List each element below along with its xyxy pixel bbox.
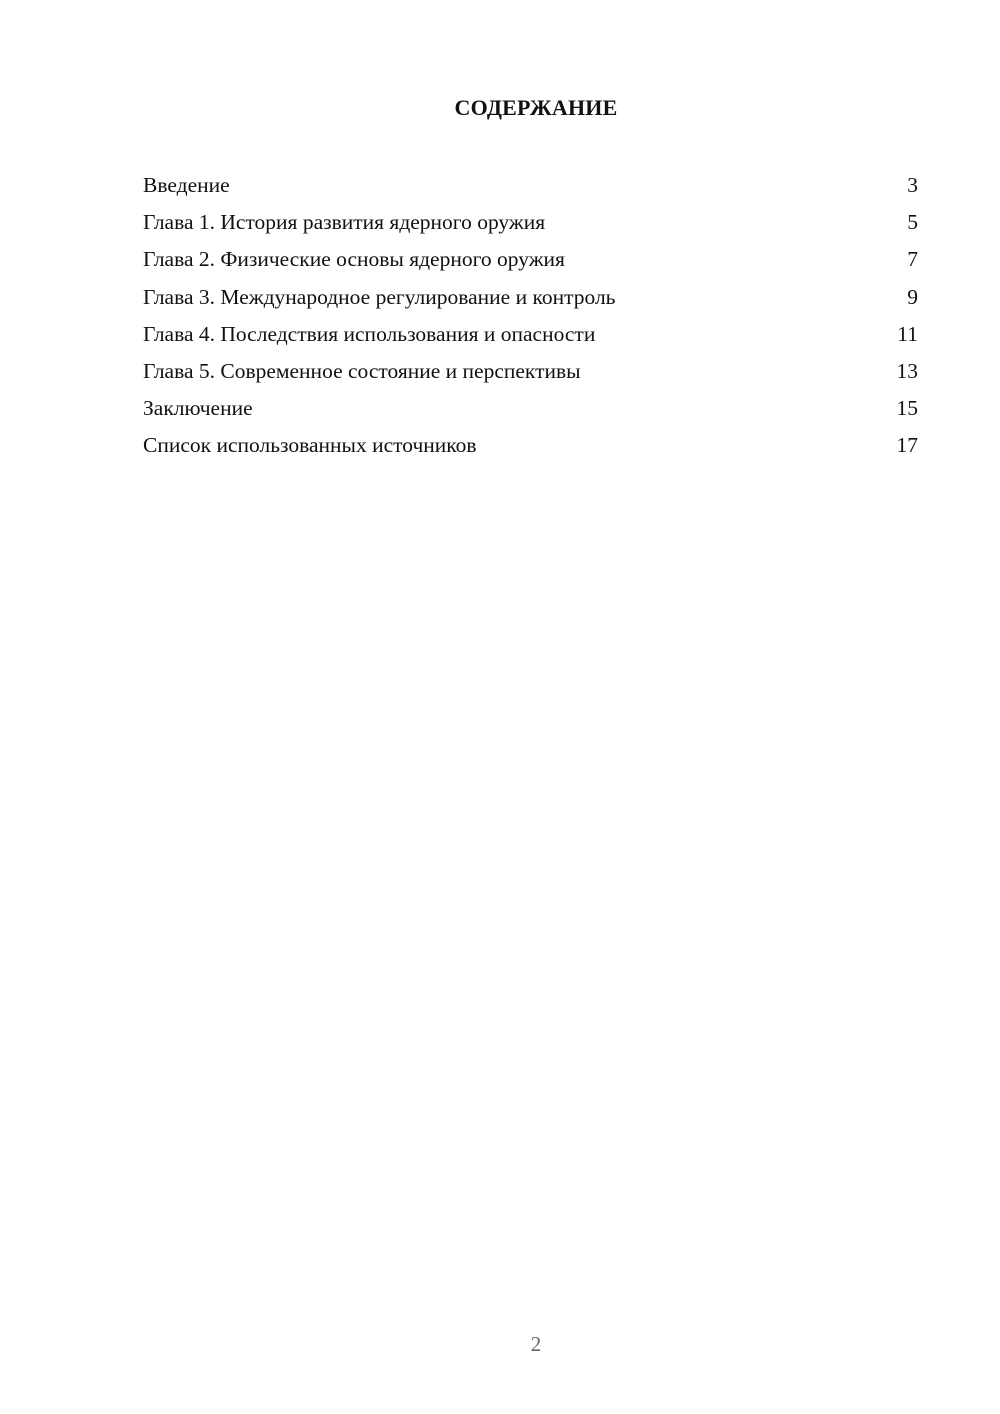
toc-entry-page: 13 [896, 358, 918, 383]
table-of-contents [143, 168, 918, 466]
toc-entry-page: 17 [896, 433, 918, 458]
toc-entry [143, 280, 918, 317]
toc-entry-page: 11 [897, 321, 918, 346]
page-title: СОДЕРЖАНИЕ [454, 95, 618, 120]
toc-entry-label: Глава 5. Современное состояние и перспективы [143, 358, 581, 383]
toc-entry-page: 7 [907, 247, 918, 272]
toc-entry-page: 15 [896, 396, 918, 421]
toc-entry-page: 3 [907, 173, 918, 197]
toc-entry-page: 5 [907, 210, 918, 235]
toc-entry [143, 428, 918, 465]
toc-entry [143, 317, 918, 354]
toc-entry-label: Список использованных источников [143, 433, 477, 458]
page-number: 2 [530, 1332, 542, 1356]
toc-entry [143, 168, 918, 205]
toc-entry [143, 354, 918, 391]
toc-entry [143, 205, 918, 242]
toc-entry-label: Глава 2. Физические основы ядерного оружия [143, 247, 565, 272]
toc-entry-label: Введение [143, 173, 230, 197]
toc-entry-label: Глава 3. Международное регулирование и контроль [143, 284, 616, 309]
toc-entry-label: Глава 4. Последствия использования и опасности [143, 321, 596, 346]
toc-entry [143, 391, 918, 428]
toc-entry-label: Глава 1. История развития ядерного оружия [143, 210, 546, 235]
toc-entry [143, 242, 918, 279]
toc-entry-page: 9 [907, 284, 918, 309]
toc-entry-label: Заключение [143, 396, 253, 421]
